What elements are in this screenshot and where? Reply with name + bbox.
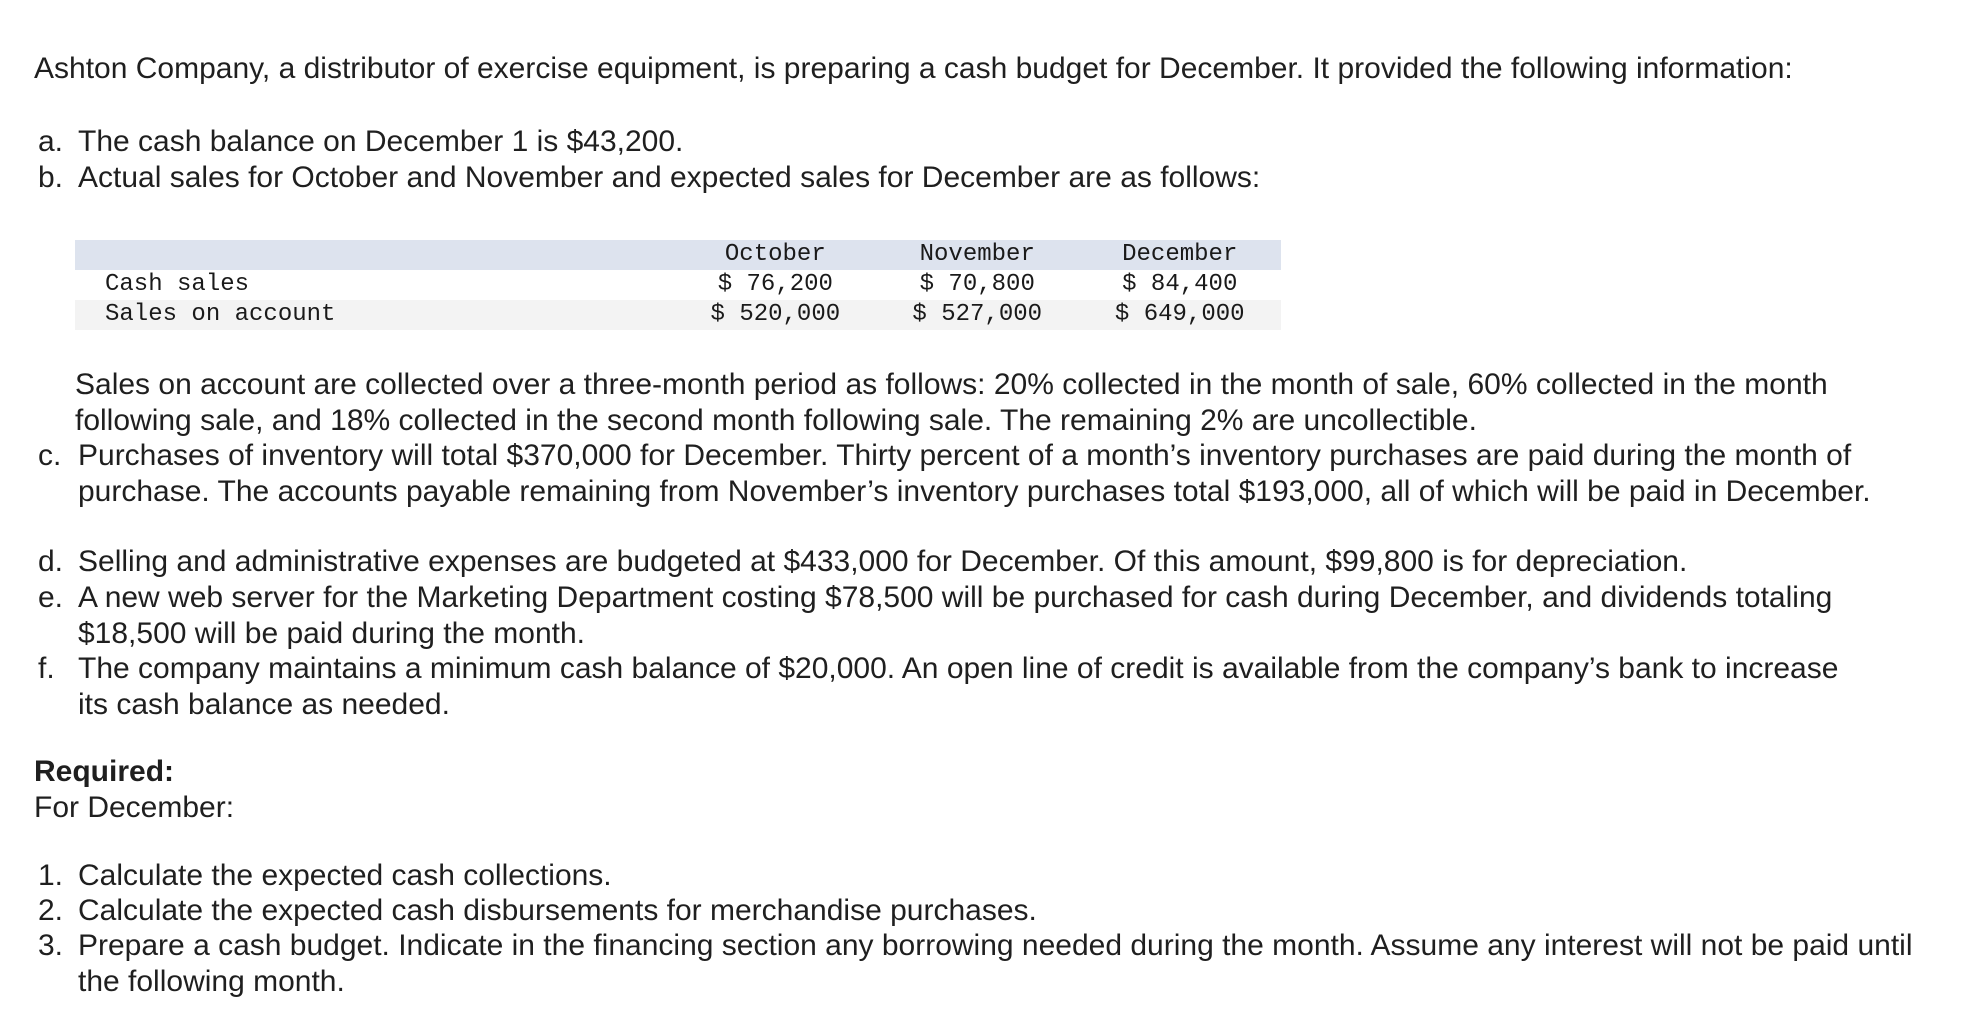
- row-label: Sales on account: [105, 301, 336, 328]
- list-marker: e.: [38, 581, 64, 614]
- required-heading: Required:: [34, 755, 175, 788]
- list-marker: d.: [38, 545, 64, 578]
- collection-note: Sales on account are collected over a three-month period as follows: 20% collected in the month of sale, 60% collected in the month following sale, and 18% collected in the second month following sale. The remaining 2% are uncollectible.: [75, 368, 1828, 437]
- table-cell: $ 520,000: [710, 301, 841, 328]
- list-item-text: Prepare a cash budget. Indicate in the financing section any borrowing needed during the month. Assume any interest will not be paid until the following month.: [78, 929, 1913, 998]
- list-item-e: [38, 580, 1938, 652]
- table-cell: $ 527,000: [912, 301, 1043, 328]
- list-item-text: A new web server for the Marketing Department costing $78,500 will be purchased for cash during December, and dividends totaling $18,500 will be paid during the month.: [78, 581, 1833, 650]
- list-item-a: [38, 124, 1938, 160]
- intro-paragraph: Ashton Company, a distributor of exercise equipment, is preparing a cash budget for December. It provided the following information:: [34, 52, 1793, 85]
- table-cell: $ 84,400: [1122, 271, 1238, 298]
- list-item-b: [38, 160, 1938, 196]
- list-marker: b.: [38, 161, 64, 194]
- list-item-text: Actual sales for October and November and expected sales for December are as follows:: [78, 161, 1261, 194]
- list-marker: f.: [38, 652, 55, 685]
- list-item-text: Selling and administrative expenses are budgeted at $433,000 for December. Of this amount, $99,800 is for depreciation.: [78, 545, 1688, 578]
- table-cell: $ 649,000: [1114, 301, 1245, 328]
- requirement-item-3: [38, 928, 1938, 1000]
- list-item-text: Purchases of inventory will total $370,000 for December. Thirty percent of a month’s inventory purchases are paid during the month of purchase. The accounts payable remaining from November’s inventory purchases total $193,000, all of which will be paid in December.: [78, 439, 1871, 508]
- table-row: [75, 300, 1281, 330]
- list-marker: 3.: [38, 929, 64, 962]
- list-marker: c.: [38, 439, 62, 472]
- table-cell: $ 76,200: [717, 271, 833, 298]
- table-row: [75, 270, 1281, 300]
- list-item-text: Calculate the expected cash collections.: [78, 859, 612, 892]
- list-item-d: [38, 544, 1938, 580]
- row-label: Cash sales: [105, 271, 250, 298]
- table-cell: $ 70,800: [919, 271, 1035, 298]
- requirement-item-1: [38, 858, 1938, 894]
- table-header-cell: [75, 240, 675, 270]
- table-header-cell: November: [919, 241, 1035, 268]
- list-item-text: Calculate the expected cash disbursements for merchandise purchases.: [78, 894, 1037, 927]
- list-item-f: [38, 651, 1938, 723]
- list-item-text: The company maintains a minimum cash balance of $20,000. An open line of credit is available from the company’s bank to increase its cash balance as needed.: [78, 652, 1839, 721]
- list-marker: a.: [38, 125, 64, 158]
- table-header-cell: October: [724, 241, 826, 268]
- sales-table: [75, 240, 1281, 330]
- table-header-row: [75, 240, 1281, 270]
- list-item-c: [38, 438, 1938, 546]
- list-marker: 1.: [38, 859, 64, 892]
- list-marker: 2.: [38, 894, 64, 927]
- table-header-cell: December: [1122, 241, 1238, 268]
- required-subheading: For December:: [34, 791, 235, 824]
- requirement-item-2: [38, 893, 1938, 929]
- list-item-text: The cash balance on December 1 is $43,200.: [78, 125, 684, 158]
